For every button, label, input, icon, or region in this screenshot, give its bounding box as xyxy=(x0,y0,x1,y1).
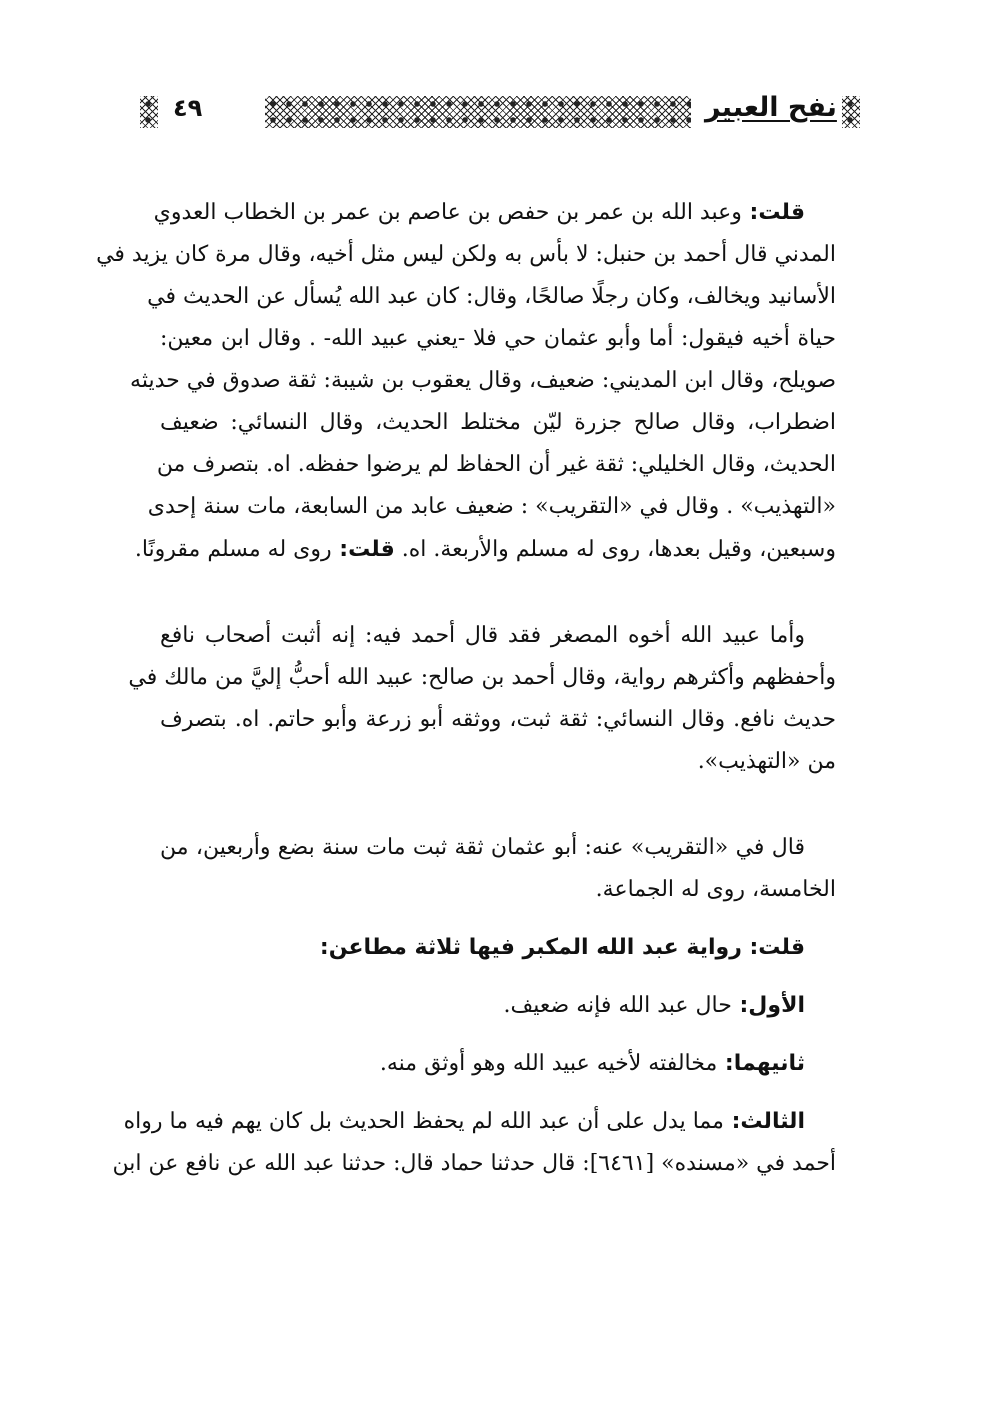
text-line xyxy=(160,990,805,1022)
text-run: حديث نافع. وقال النسائي: ثقة ثبت، ووثقه أبو زرعة وأبو حاتم. اه. بتصرف xyxy=(160,707,836,732)
text-run: صويلح، وقال ابن المديني: ضعيف، وقال يعقوب بن شيبة: ثقة صدوق في حديثه xyxy=(130,368,836,393)
bold-lead: الثالث: xyxy=(723,1109,805,1134)
text-line xyxy=(160,704,836,736)
text-run: قال في «التقريب» عنه: أبو عثمان ثقة ثبت مات سنة بضع وأربعين، من xyxy=(160,835,805,860)
bold-lead: الأول: xyxy=(731,993,805,1018)
text-line xyxy=(160,323,836,355)
text-line xyxy=(123,1106,805,1138)
text-line xyxy=(160,620,805,652)
text-line xyxy=(160,746,836,778)
text-line xyxy=(128,662,836,694)
text-run: وأحفظهم وأكثرهم رواية، وقال أحمد بن صالح: عبيد الله أحبُّ إليَّ من مالك في xyxy=(128,665,836,690)
text-run: المدني قال أحمد بن حنبل: لا بأس به ولكن ليس مثل أخيه، وقال مرة كان يزيد في xyxy=(96,242,836,267)
page-header xyxy=(140,92,860,134)
text-line xyxy=(147,281,836,313)
text-line xyxy=(156,449,836,481)
text-line xyxy=(160,874,836,906)
ornament-left xyxy=(140,96,158,128)
book-title: نفح العبير xyxy=(705,92,837,123)
text-line xyxy=(96,239,836,271)
text-run: مما يدل على أن عبد الله لم يحفظ الحديث بل كان يهم فيه ما رواه xyxy=(123,1109,724,1134)
ornament-band xyxy=(265,96,691,128)
text-run: الحديث، وقال الخليلي: ثقة غير أن الحفاظ لم يرضوا حفظه. اه. بتصرف من xyxy=(156,452,836,477)
text-line xyxy=(130,365,836,397)
text-run: حياة أخيه فيقول: أما وأبو عثمان حي فلا -يعني عبيد الله- . وقال ابن معين: xyxy=(160,326,836,351)
bold-lead: قلت: رواية عبد الله المكبر فيها ثلاثة مطاعن: xyxy=(319,935,805,960)
text-line xyxy=(112,1148,836,1180)
text-line xyxy=(153,197,805,229)
text-run: أحمد في «مسنده» [٦٤٦١]: قال حدثنا حماد قال: حدثنا عبد الله عن نافع عن ابن xyxy=(112,1151,836,1176)
text-run: اضطراب، وقال صالح جزرة ليّن مختلط الحديث، وقال النسائي: ضعيف xyxy=(160,410,836,435)
text-run: حال عبد الله فإنه ضعيف. xyxy=(503,993,732,1018)
ornament-right xyxy=(842,96,860,128)
bold-lead: قلت: xyxy=(741,200,805,225)
text-run: «التهذيب» . وقال في «التقريب» : ضعيف عابد من السابعة، مات سنة إحدى xyxy=(147,494,836,519)
text-line xyxy=(147,491,836,523)
text-run: روى له مسلم مقرونًا. xyxy=(134,537,332,562)
text-run: وسبعين، وقيل بعدها، روى له مسلم والأربعة. اه. xyxy=(394,537,836,562)
text-run: من «التهذيب». xyxy=(697,749,836,774)
text-line xyxy=(160,932,805,964)
bold-lead: قلت: xyxy=(331,537,395,562)
text-run: الأسانيد ويخالف، وكان رجلًا صالحًا، وقال: كان عبد الله يُسأل عن الحديث في xyxy=(147,284,836,309)
text-run: وعبد الله بن عمر بن حفص بن عاصم بن عمر بن الخطاب العدوي xyxy=(153,200,742,225)
text-run: الخامسة، روى له الجماعة. xyxy=(595,877,836,902)
text-run: مخالفته لأخيه عبيد الله وهو أوثق منه. xyxy=(379,1051,718,1076)
text-line xyxy=(160,407,836,439)
text-run: وأما عبيد الله أخوه المصغر فقد قال أحمد فيه: إنه أثبت أصحاب نافع xyxy=(160,623,805,648)
page-number: ٤٩ xyxy=(173,94,203,122)
text-line xyxy=(160,832,805,864)
text-line xyxy=(160,1048,805,1080)
bold-lead: ثانيهما: xyxy=(717,1051,805,1076)
text-line xyxy=(134,534,836,566)
